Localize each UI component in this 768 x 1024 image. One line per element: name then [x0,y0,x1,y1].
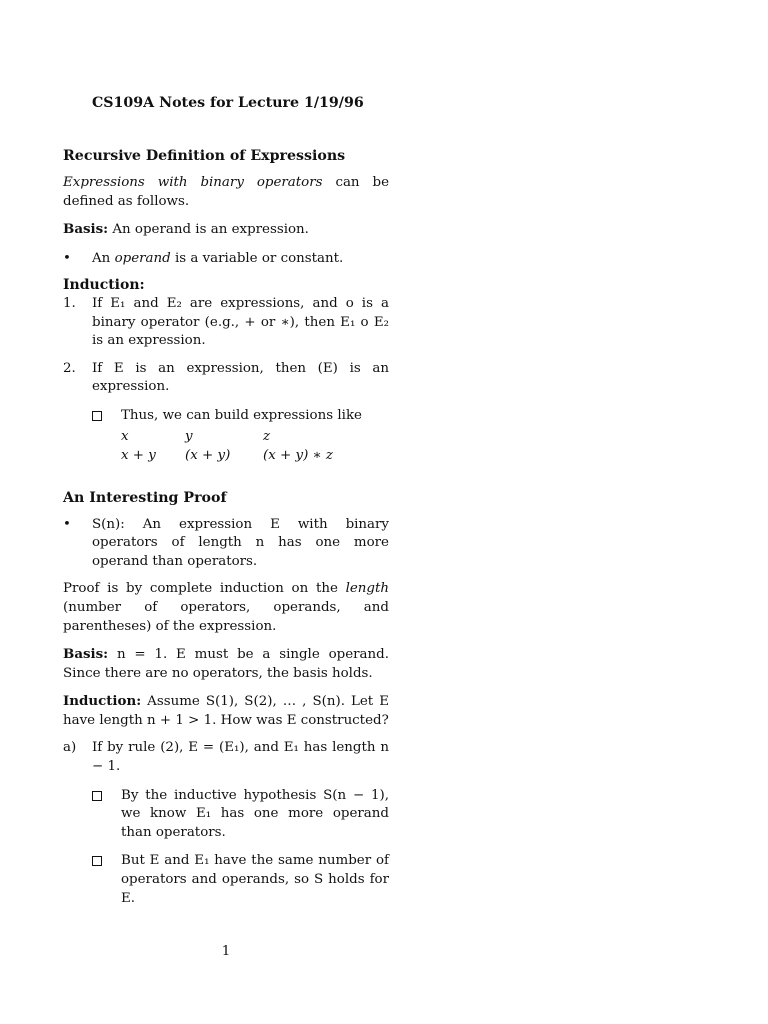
claim-text: S(n): An expression E with binary operators of length n has one more operand than operators. [92,516,389,569]
example-cell: x + y [121,447,156,463]
section-heading-interesting-proof: An Interesting Proof [63,489,227,506]
bullet-post: is a variable or constant. [170,250,344,266]
rule-1 [63,295,389,351]
rule-1-marker: 1. [63,295,76,311]
proof-induction-paragraph [63,692,389,730]
operand-bullet [63,250,389,269]
basis-paragraph [63,220,389,240]
table-row [121,447,333,466]
case-a-sub-2 [92,852,389,908]
induction-label: Induction: [63,277,145,294]
proof-basis-paragraph [63,645,389,683]
example-cell: x [121,428,129,444]
proof-basis-text: n = 1. E must be a single operand. Since there are no operators, the basis holds. [63,647,389,681]
case-a-sub-2-text: But E and E₁ have the same number of operators and operands, so S holds for E. [121,853,389,906]
example-cell: z [263,428,271,444]
intro-rest: can be defined as follows. [63,175,389,209]
basis-text: An operand is an expression. [108,222,309,238]
basis-label: Basis: [63,221,109,238]
example-cell: (x + y) [185,447,231,463]
page-title: CS109A Notes for Lecture 1/19/96 [92,95,364,111]
square-bullet-icon [92,856,102,866]
bullet-icon: • [63,250,71,266]
case-a [63,739,389,776]
proof-post: (number of operators, operands, and parentheses) of the expression. [63,599,389,634]
bullet-pre: An [92,250,115,266]
rule-1-text: If E₁ and E₂ are expressions, and o is a binary operator (e.g., + or ∗), then E₁ o E₂ is an expression. [92,295,389,349]
examples-table [121,428,333,466]
proof-pre: Proof is by complete induction on the [63,581,346,597]
square-bullet-icon [92,791,102,801]
proof-induction-label: Induction: [63,693,142,710]
lecture-notes-page [63,93,389,908]
example-cell: y [185,428,193,444]
rule-2-text: If E is an expression, then (E) is an expression. [92,360,389,395]
examples-note-text: Thus, we can build expressions like [121,407,362,423]
examples-note [92,407,389,428]
bullet-italic: operand [114,250,171,266]
proof-italic: length [345,581,389,597]
claim-bullet [63,516,389,572]
case-a-text: If by rule (2), E = (E₁), and E₁ has length n − 1. [92,740,389,775]
square-bullet-icon [92,411,102,421]
page-number: 1 [221,944,231,959]
proof-induction-text: Assume S(1), S(2), … , S(n). Let E have length n + 1 > 1. How was E constructed? [63,694,389,728]
case-a-sub-1 [92,787,389,843]
bullet-icon: • [63,516,71,532]
rule-2-marker: 2. [63,360,76,376]
intro-italic: Expressions with binary operators [63,175,323,190]
table-row [121,428,333,447]
example-cell: (x + y) ∗ z [263,447,333,463]
section-heading-recursive-definition: Recursive Definition of Expressions [63,148,346,164]
proof-basis-label: Basis: [63,646,109,663]
case-a-marker: a) [63,740,77,756]
intro-paragraph [63,174,389,211]
case-a-sub-1-text: By the inductive hypothesis S(n − 1), we know E₁ has one more operand than operators. [121,787,389,840]
proof-paragraph [63,580,389,636]
rule-2 [63,360,389,397]
